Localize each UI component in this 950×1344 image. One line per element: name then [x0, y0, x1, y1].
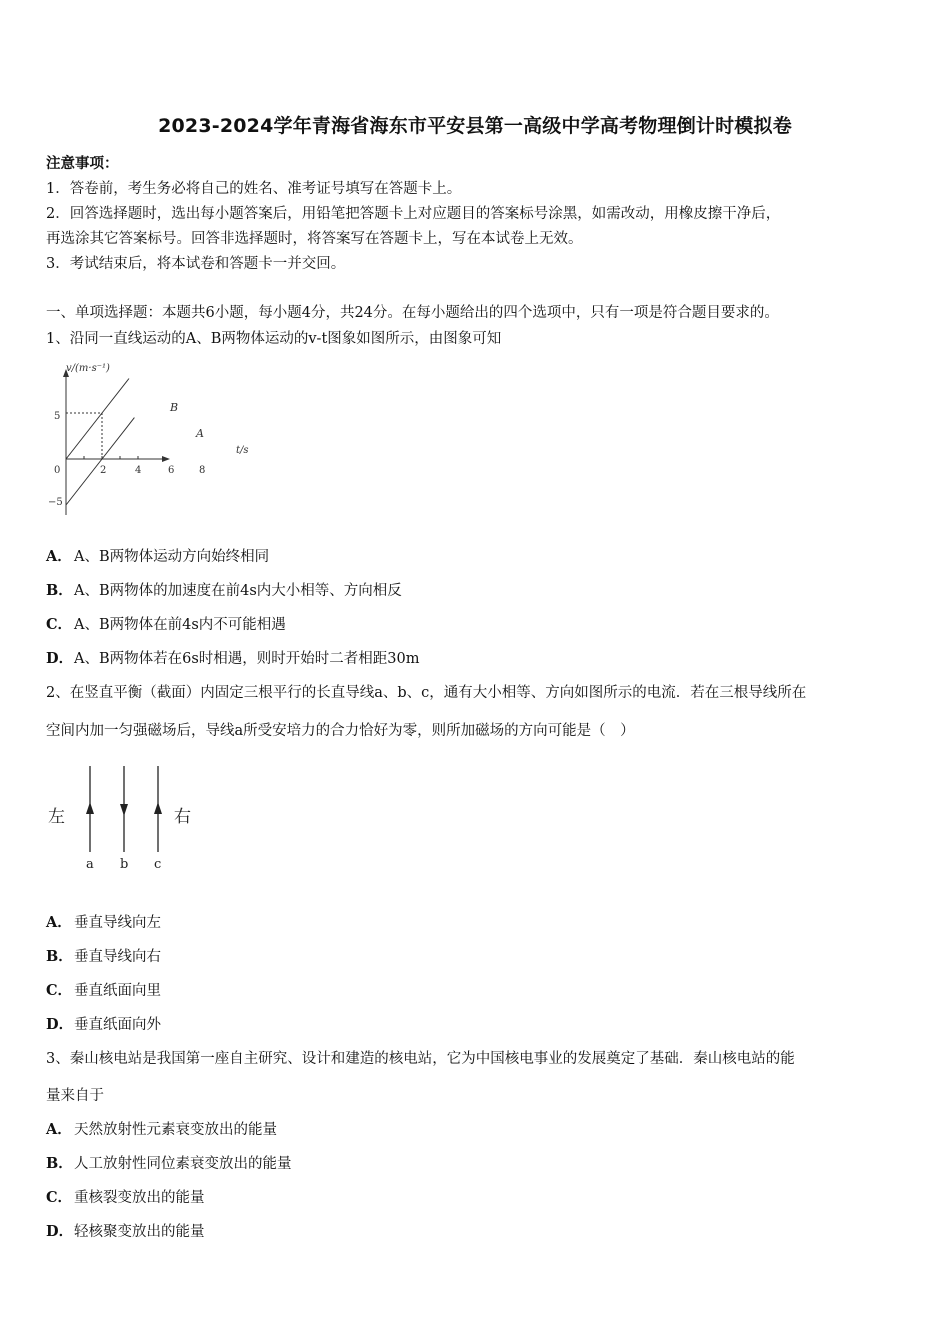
- q2-stem-line1: 2、在竖直平衡（截面）内固定三根平行的长直导线a、b、c，通有大小相等、方向如图所示的电流．若在三根导线所在: [46, 685, 807, 701]
- notice-heading: 注意事项：: [46, 155, 119, 172]
- left-label: 左: [48, 807, 65, 827]
- notice-item: 1．答卷前，考生务必将自己的姓名、准考证号填写在答题卡上。: [46, 181, 462, 197]
- q2-stem-line2: 空间内加一匀强磁场后，导线a所受安培力的合力恰好为零，则所加磁场的方向可能是（ ）: [46, 723, 635, 739]
- series-line-a: [66, 418, 134, 505]
- x-axis-label: t/s: [236, 445, 249, 456]
- x-tick-label: 4: [135, 465, 142, 476]
- notice-item: 再选涂其它答案标号。回答非选择题时，将答案写在答题卡上，写在本试卷上无效。: [46, 231, 583, 247]
- notice-item: 2．回答选择题时，选出每小题答案后，用铅笔把答题卡上对应题目的答案标号涂黑，如需改动，用橡皮擦干净后，: [46, 206, 781, 222]
- q3-option-a[interactable]: A． 天然放射性元素衰变放出的能量: [46, 1121, 277, 1138]
- q2-option-b[interactable]: B．垂直导线向右: [46, 948, 161, 965]
- q2-option-a[interactable]: A． 垂直导线向左: [46, 914, 161, 931]
- x-tick-label: 8: [199, 465, 206, 476]
- wire-label-c: c: [154, 857, 162, 872]
- q3-stem-line2: 量来自于: [46, 1088, 104, 1104]
- q1-stem: 1、沿同一直线运动的A、B两物体运动的v-t图象如图所示，由图象可知: [46, 331, 502, 347]
- q3-option-b[interactable]: B．人工放射性同位素衰变放出的能量: [46, 1155, 292, 1172]
- right-label: 右: [174, 807, 191, 827]
- q1-option-d[interactable]: D．A、B两物体若在6s时相遇，则时开始时二者相距30m: [46, 650, 420, 667]
- q1-option-a[interactable]: A． A、B两物体运动方向始终相同: [46, 548, 270, 565]
- y-axis-label: v/(m·s⁻¹): [66, 363, 110, 374]
- page-title: 2023-2024学年青海省海东市平安县第一高级中学高考物理倒计时模拟卷: [158, 115, 792, 137]
- notice-item: 3．考试结束后，将本试卷和答题卡一并交回。: [46, 256, 346, 272]
- series-label-b: B: [170, 401, 179, 414]
- y-tick-label: −5: [48, 497, 63, 508]
- y-tick-label: 5: [54, 411, 61, 422]
- x-tick-label: 2: [100, 465, 107, 476]
- q3-option-d[interactable]: D．轻核聚变放出的能量: [46, 1223, 205, 1240]
- wire-label-a: a: [86, 857, 94, 872]
- q3-stem-line1: 3、秦山核电站是我国第一座自主研究、设计和建造的核电站，它为中国核电事业的发展奠定了基础．秦山核电站的能: [46, 1051, 795, 1067]
- x-tick-label: 0: [54, 465, 61, 476]
- wire-label-b: b: [120, 857, 129, 872]
- x-axis-arrow-icon: [162, 456, 170, 462]
- series-line-b: [66, 379, 129, 460]
- section-heading: 一、单项选择题：本题共6小题，每小题4分，共24分。在每小题给出的四个选项中，只有一项是符合题目要求的。: [46, 305, 779, 321]
- series-label-a: A: [196, 427, 204, 440]
- arrow-up-icon: [154, 802, 162, 814]
- q1-option-b[interactable]: B．A、B两物体的加速度在前4s内大小相等、方向相反: [46, 582, 402, 599]
- arrow-down-icon: [120, 804, 128, 816]
- x-tick-label: 6: [168, 465, 175, 476]
- q3-option-c[interactable]: C． 重核裂变放出的能量: [46, 1189, 205, 1206]
- q1-vt-chart: [44, 355, 264, 525]
- q1-option-c[interactable]: C． A、B两物体在前4s内不可能相遇: [46, 616, 286, 633]
- arrow-up-icon: [86, 802, 94, 814]
- q2-option-d[interactable]: D．垂直纸面向外: [46, 1016, 161, 1033]
- q2-option-c[interactable]: C． 垂直纸面向里: [46, 982, 161, 999]
- q2-wires-figure: [44, 760, 214, 880]
